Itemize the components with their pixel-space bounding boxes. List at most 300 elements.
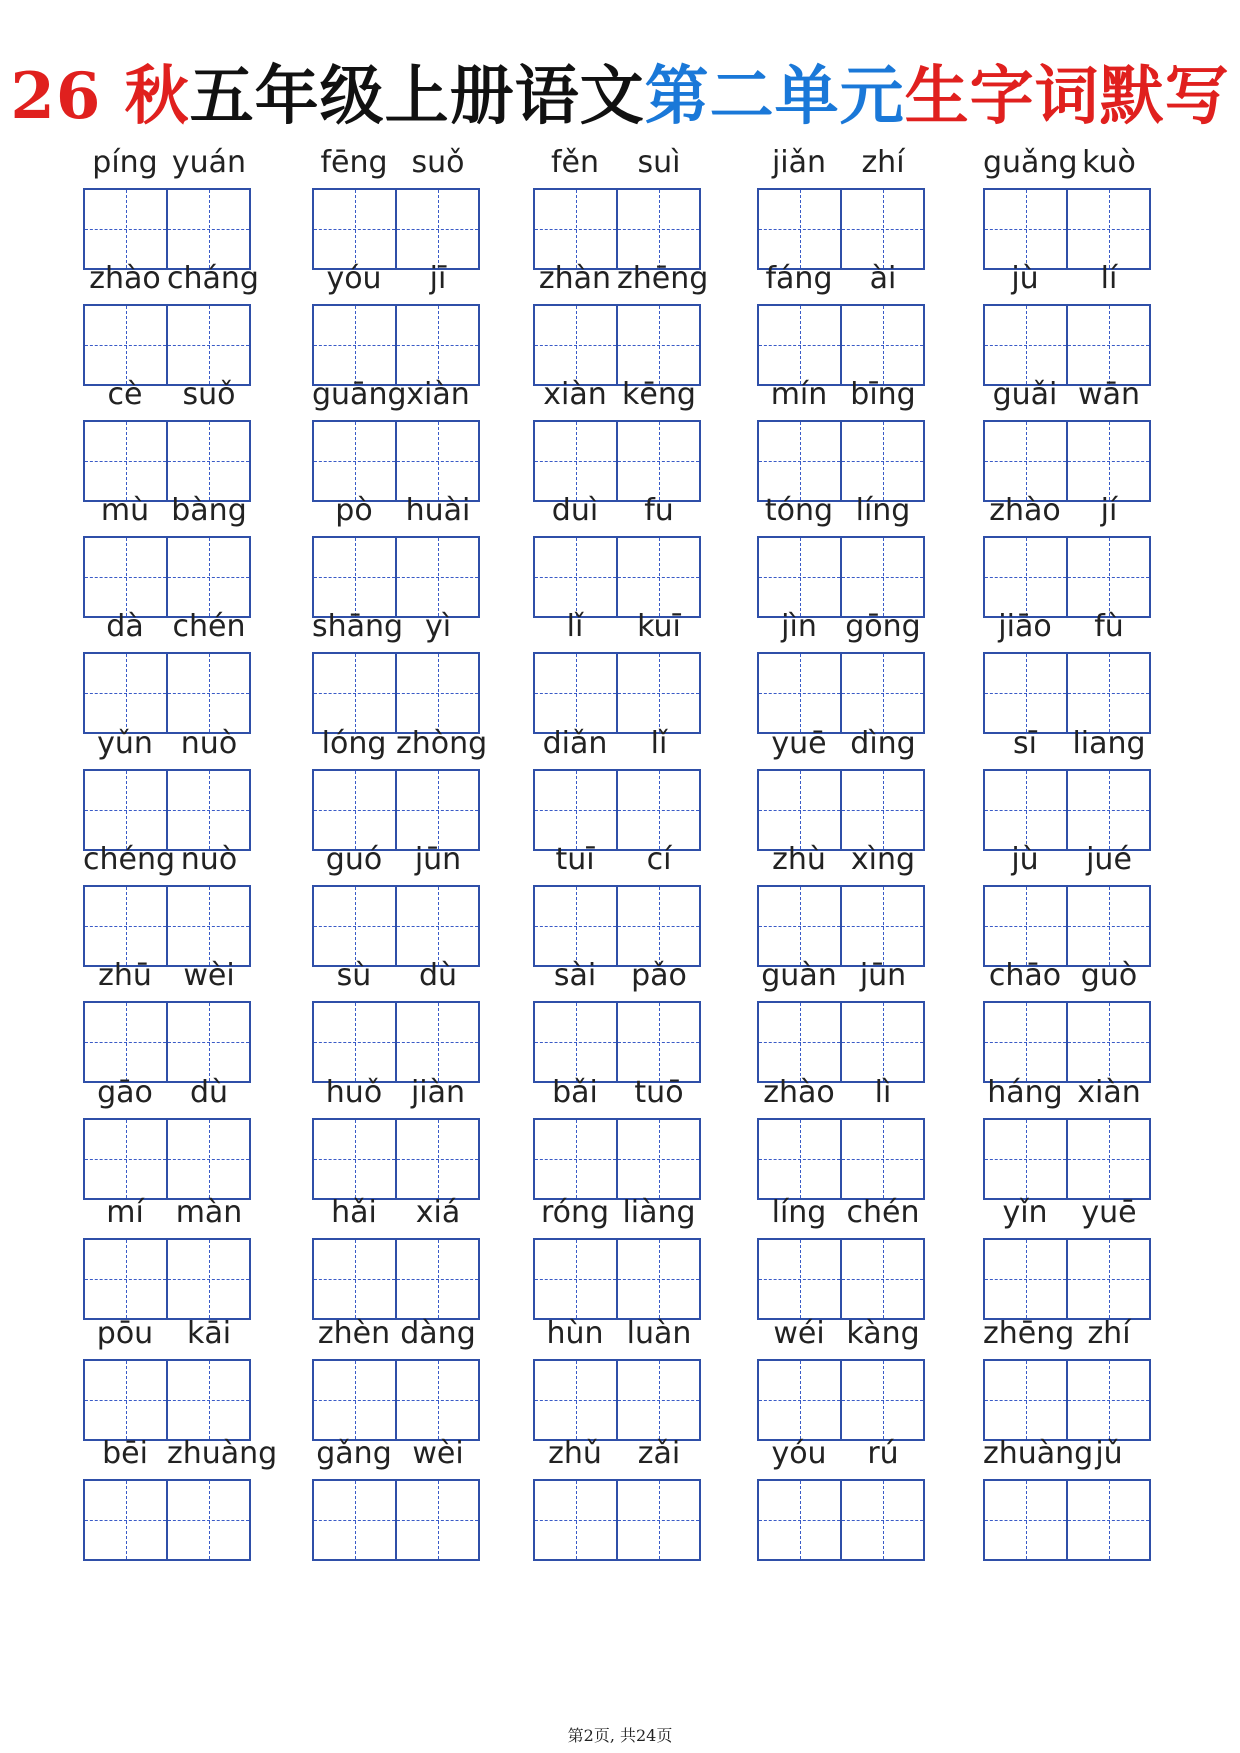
pinyin-syllable: jìn bbox=[781, 609, 817, 644]
pinyin-label bbox=[533, 953, 701, 999]
pinyin-syllable: liang bbox=[1072, 726, 1146, 761]
character-square[interactable] bbox=[985, 1481, 1066, 1559]
pinyin-syllable: lì bbox=[874, 1075, 892, 1110]
character-square[interactable] bbox=[395, 1240, 478, 1318]
word-item bbox=[312, 604, 480, 734]
character-square[interactable] bbox=[535, 1361, 616, 1439]
word-row bbox=[0, 372, 1240, 502]
pinyin-syllable: xiàn bbox=[543, 377, 607, 412]
pinyin-syllable: fēng bbox=[320, 145, 388, 180]
pinyin-syllable: sù bbox=[336, 958, 372, 993]
character-square[interactable] bbox=[395, 1481, 478, 1559]
pinyin-label bbox=[983, 488, 1151, 534]
word-item bbox=[757, 140, 925, 270]
pinyin-syllable: dà bbox=[106, 609, 144, 644]
pinyin-syllable: hǎi bbox=[331, 1195, 377, 1230]
pinyin-syllable: sī bbox=[1013, 726, 1037, 761]
word-item bbox=[533, 953, 701, 1083]
pinyin-syllable: màn bbox=[175, 1195, 243, 1230]
pinyin-syllable: mù bbox=[100, 493, 150, 528]
pinyin-syllable: liàng bbox=[622, 1195, 696, 1230]
pinyin-syllable: chéng bbox=[83, 842, 176, 877]
pinyin-syllable: nuò bbox=[180, 842, 238, 877]
pinyin-label bbox=[83, 140, 251, 186]
pinyin-syllable: xìng bbox=[850, 842, 916, 877]
writing-box bbox=[83, 1118, 251, 1200]
word-item bbox=[757, 1431, 925, 1561]
pinyin-syllable: wèi bbox=[412, 1436, 464, 1471]
character-square[interactable] bbox=[395, 1120, 478, 1198]
word-item bbox=[983, 953, 1151, 1083]
pinyin-label bbox=[983, 1190, 1151, 1236]
character-square[interactable] bbox=[314, 1240, 395, 1318]
character-square[interactable] bbox=[616, 1240, 699, 1318]
pinyin-label bbox=[757, 372, 925, 418]
word-item bbox=[312, 1190, 480, 1320]
character-square[interactable] bbox=[985, 1240, 1066, 1318]
writing-box bbox=[757, 1479, 925, 1561]
pinyin-syllable: mí bbox=[106, 1195, 144, 1230]
word-item bbox=[757, 604, 925, 734]
pinyin-syllable: líng bbox=[771, 1195, 827, 1230]
pinyin-label bbox=[83, 1190, 251, 1236]
word-row bbox=[0, 256, 1240, 386]
pinyin-label bbox=[533, 604, 701, 650]
pinyin-syllable: wān bbox=[1078, 377, 1140, 412]
writing-box bbox=[983, 1118, 1151, 1200]
word-item bbox=[312, 488, 480, 618]
pinyin-syllable: xiá bbox=[415, 1195, 461, 1230]
word-item bbox=[312, 953, 480, 1083]
word-item bbox=[83, 953, 251, 1083]
pinyin-label bbox=[312, 1311, 480, 1357]
pinyin-syllable: bīng bbox=[850, 377, 916, 412]
word-item bbox=[312, 256, 480, 386]
pinyin-label bbox=[83, 604, 251, 650]
character-square[interactable] bbox=[1066, 1120, 1149, 1198]
word-item bbox=[83, 372, 251, 502]
word-item bbox=[83, 140, 251, 270]
character-square[interactable] bbox=[759, 1481, 840, 1559]
pinyin-syllable: jiǎn bbox=[771, 145, 827, 180]
pinyin-syllable: yǔn bbox=[97, 726, 153, 761]
pinyin-label bbox=[533, 1311, 701, 1357]
pinyin-label bbox=[983, 372, 1151, 418]
pinyin-syllable: tuī bbox=[555, 842, 595, 877]
word-item bbox=[83, 721, 251, 851]
pinyin-label bbox=[83, 953, 251, 999]
writing-box bbox=[757, 1359, 925, 1441]
pinyin-label bbox=[983, 1311, 1151, 1357]
pinyin-syllable: jué bbox=[1086, 842, 1132, 877]
pinyin-syllable: duì bbox=[551, 493, 599, 528]
word-item bbox=[83, 488, 251, 618]
pinyin-syllable: guò bbox=[1080, 958, 1138, 993]
pinyin-syllable: rú bbox=[867, 1436, 899, 1471]
pinyin-label bbox=[533, 140, 701, 186]
word-item bbox=[312, 372, 480, 502]
pinyin-syllable: zhǔ bbox=[548, 1436, 602, 1471]
pinyin-syllable: fu bbox=[644, 493, 674, 528]
pinyin-syllable: zhēng bbox=[617, 261, 709, 296]
character-square[interactable] bbox=[166, 1361, 249, 1439]
pinyin-label bbox=[83, 488, 251, 534]
character-square[interactable] bbox=[535, 1120, 616, 1198]
pinyin-syllable: lóng bbox=[321, 726, 387, 761]
pinyin-label bbox=[757, 953, 925, 999]
pinyin-label bbox=[83, 256, 259, 302]
word-item bbox=[757, 1311, 925, 1441]
pinyin-label bbox=[983, 953, 1151, 999]
word-item bbox=[757, 837, 925, 967]
pinyin-syllable: guàn bbox=[761, 958, 837, 993]
pinyin-syllable: gōng bbox=[845, 609, 921, 644]
word-item bbox=[983, 488, 1151, 618]
pinyin-syllable: dìng bbox=[850, 726, 916, 761]
pinyin-syllable: suǒ bbox=[182, 377, 236, 412]
pinyin-syllable: pǎo bbox=[631, 958, 687, 993]
pinyin-syllable: zhuàng bbox=[983, 1436, 1094, 1471]
word-row bbox=[0, 1190, 1240, 1320]
word-row bbox=[0, 140, 1240, 270]
writing-box bbox=[533, 1359, 701, 1441]
pinyin-syllable: yì bbox=[424, 609, 452, 644]
pinyin-syllable: kāi bbox=[186, 1316, 232, 1351]
pinyin-label bbox=[983, 721, 1151, 767]
word-row bbox=[0, 1311, 1240, 1441]
pinyin-syllable: bàng bbox=[171, 493, 247, 528]
pinyin-syllable: yóu bbox=[326, 261, 382, 296]
pinyin-syllable: zhí bbox=[1087, 1316, 1131, 1351]
pinyin-syllable: fěn bbox=[550, 145, 600, 180]
pinyin-syllable: yóu bbox=[771, 1436, 827, 1471]
pinyin-syllable: jūn bbox=[859, 958, 907, 993]
pinyin-syllable: jù bbox=[1011, 842, 1039, 877]
word-item bbox=[83, 1070, 251, 1200]
pinyin-syllable: diǎn bbox=[542, 726, 608, 761]
pinyin-label bbox=[312, 140, 480, 186]
pinyin-syllable: guó bbox=[325, 842, 383, 877]
word-item bbox=[533, 604, 701, 734]
character-square[interactable] bbox=[166, 1240, 249, 1318]
pinyin-label bbox=[757, 1070, 925, 1116]
word-row bbox=[0, 837, 1240, 967]
pinyin-syllable: jí bbox=[1100, 493, 1118, 528]
pinyin-label bbox=[533, 837, 701, 883]
pinyin-syllable: zhào bbox=[763, 1075, 835, 1110]
pinyin-syllable: huài bbox=[405, 493, 471, 528]
word-item bbox=[757, 721, 925, 851]
word-item bbox=[533, 488, 701, 618]
pinyin-label bbox=[83, 1311, 251, 1357]
word-item bbox=[983, 837, 1151, 967]
pinyin-label bbox=[757, 837, 925, 883]
pinyin-syllable: sài bbox=[553, 958, 597, 993]
pinyin-label bbox=[312, 488, 480, 534]
character-square[interactable] bbox=[985, 1361, 1066, 1439]
word-row bbox=[0, 721, 1240, 851]
pinyin-syllable: tuō bbox=[634, 1075, 684, 1110]
character-square[interactable] bbox=[616, 1481, 699, 1559]
pinyin-label bbox=[533, 372, 701, 418]
pinyin-label bbox=[757, 256, 925, 302]
pinyin-syllable: zhū bbox=[98, 958, 152, 993]
word-row bbox=[0, 953, 1240, 1083]
word-item bbox=[983, 1311, 1151, 1441]
pinyin-label bbox=[757, 1190, 925, 1236]
pinyin-syllable: cí bbox=[646, 842, 672, 877]
title-segment: 生字词默写 bbox=[904, 59, 1230, 134]
pinyin-label bbox=[312, 1070, 480, 1116]
writing-box bbox=[983, 1238, 1151, 1320]
pinyin-syllable: tóng bbox=[764, 493, 834, 528]
character-square[interactable] bbox=[759, 1240, 840, 1318]
pinyin-syllable: zhèn bbox=[317, 1316, 391, 1351]
page-title bbox=[0, 52, 1240, 142]
pinyin-syllable: dàng bbox=[400, 1316, 476, 1351]
pinyin-syllable: ài bbox=[869, 261, 897, 296]
pinyin-syllable: zhàn bbox=[538, 261, 612, 296]
pinyin-label bbox=[983, 604, 1151, 650]
pinyin-syllable: yuán bbox=[171, 145, 247, 180]
character-square[interactable] bbox=[1066, 1240, 1149, 1318]
pinyin-label bbox=[983, 1070, 1151, 1116]
character-square[interactable] bbox=[840, 1361, 923, 1439]
pinyin-syllable: kuò bbox=[1082, 145, 1136, 180]
character-square[interactable] bbox=[616, 1361, 699, 1439]
page-footer: 第2页, 共24页 bbox=[567, 1726, 673, 1745]
pinyin-syllable: zhào bbox=[89, 261, 161, 296]
writing-box bbox=[83, 1479, 251, 1561]
pinyin-syllable: yǐn bbox=[1002, 1195, 1048, 1230]
writing-box bbox=[983, 1479, 1151, 1561]
character-square[interactable] bbox=[166, 1120, 249, 1198]
writing-box bbox=[312, 1238, 480, 1320]
word-item bbox=[533, 1070, 701, 1200]
word-item bbox=[757, 488, 925, 618]
character-square[interactable] bbox=[840, 1120, 923, 1198]
writing-box bbox=[533, 1238, 701, 1320]
character-square[interactable] bbox=[1066, 1361, 1149, 1439]
word-item bbox=[983, 256, 1151, 386]
pinyin-label bbox=[757, 1431, 925, 1477]
word-item bbox=[83, 1311, 251, 1441]
pinyin-label bbox=[533, 1070, 701, 1116]
pinyin-syllable: kàng bbox=[846, 1316, 920, 1351]
character-square[interactable] bbox=[535, 1240, 616, 1318]
pinyin-syllable: xiàn bbox=[406, 377, 470, 412]
word-row bbox=[0, 1431, 1240, 1561]
word-item bbox=[983, 604, 1151, 734]
pinyin-label bbox=[533, 256, 709, 302]
pinyin-syllable: jǔ bbox=[1095, 1436, 1123, 1471]
character-square[interactable] bbox=[85, 1120, 166, 1198]
pinyin-syllable: xiàn bbox=[1077, 1075, 1141, 1110]
pinyin-syllable: cè bbox=[107, 377, 143, 412]
pinyin-syllable: guǎng bbox=[983, 145, 1078, 180]
writing-box bbox=[312, 1118, 480, 1200]
character-square[interactable] bbox=[535, 1481, 616, 1559]
pinyin-label bbox=[312, 1190, 480, 1236]
word-item bbox=[533, 1431, 701, 1561]
character-square[interactable] bbox=[85, 1361, 166, 1439]
character-square[interactable] bbox=[85, 1240, 166, 1318]
pinyin-label bbox=[533, 1190, 701, 1236]
pinyin-syllable: huǒ bbox=[325, 1075, 383, 1110]
character-square[interactable] bbox=[314, 1361, 395, 1439]
pinyin-label bbox=[983, 837, 1151, 883]
pinyin-syllable: jūn bbox=[414, 842, 462, 877]
word-item bbox=[533, 1190, 701, 1320]
pinyin-syllable: chén bbox=[172, 609, 246, 644]
writing-box bbox=[312, 1479, 480, 1561]
pinyin-label bbox=[312, 837, 480, 883]
pinyin-label bbox=[757, 604, 925, 650]
character-square[interactable] bbox=[314, 1481, 395, 1559]
pinyin-syllable: zhēng bbox=[983, 1316, 1075, 1351]
pinyin-syllable: gāo bbox=[97, 1075, 153, 1110]
character-square[interactable] bbox=[616, 1120, 699, 1198]
character-square[interactable] bbox=[840, 1481, 923, 1559]
pinyin-label bbox=[83, 721, 251, 767]
pinyin-syllable: jiàn bbox=[410, 1075, 466, 1110]
pinyin-syllable: chén bbox=[846, 1195, 920, 1230]
pinyin-label bbox=[312, 372, 480, 418]
pinyin-syllable: zhào bbox=[989, 493, 1061, 528]
word-item bbox=[533, 1311, 701, 1441]
pinyin-label bbox=[757, 1311, 925, 1357]
pinyin-syllable: lǐ bbox=[650, 726, 668, 761]
pinyin-syllable: dù bbox=[418, 958, 458, 993]
pinyin-syllable: zhí bbox=[861, 145, 905, 180]
pinyin-syllable: jiāo bbox=[998, 609, 1052, 644]
pinyin-syllable: fù bbox=[1094, 609, 1124, 644]
word-item bbox=[533, 837, 701, 967]
pinyin-syllable: pò bbox=[335, 493, 373, 528]
word-item bbox=[757, 372, 925, 502]
word-item bbox=[757, 1070, 925, 1200]
pinyin-syllable: bēi bbox=[102, 1436, 148, 1471]
character-square[interactable] bbox=[314, 1120, 395, 1198]
pinyin-label bbox=[83, 1070, 251, 1116]
word-item bbox=[983, 1190, 1151, 1320]
pinyin-syllable: lǐ bbox=[566, 609, 584, 644]
word-item bbox=[312, 1431, 480, 1561]
pinyin-label bbox=[312, 604, 480, 650]
character-square[interactable] bbox=[759, 1361, 840, 1439]
character-square[interactable] bbox=[840, 1240, 923, 1318]
writing-box bbox=[83, 1359, 251, 1441]
pinyin-syllable: kēng bbox=[622, 377, 696, 412]
writing-box bbox=[312, 1359, 480, 1441]
word-item bbox=[83, 604, 251, 734]
word-item bbox=[83, 837, 251, 967]
word-item bbox=[533, 256, 709, 386]
pinyin-syllable: yuē bbox=[1081, 1195, 1137, 1230]
pinyin-label bbox=[312, 721, 488, 767]
pinyin-syllable: luàn bbox=[626, 1316, 692, 1351]
word-item bbox=[533, 140, 701, 270]
pinyin-syllable: wèi bbox=[183, 958, 235, 993]
pinyin-syllable: jī bbox=[429, 261, 447, 296]
pinyin-label bbox=[83, 1431, 278, 1477]
pinyin-syllable: hùn bbox=[546, 1316, 604, 1351]
pinyin-syllable: kuī bbox=[637, 609, 681, 644]
word-item bbox=[312, 837, 480, 967]
pinyin-label bbox=[533, 488, 701, 534]
pinyin-syllable: líng bbox=[855, 493, 911, 528]
pinyin-syllable: yuē bbox=[771, 726, 827, 761]
pinyin-label bbox=[312, 953, 480, 999]
word-item bbox=[83, 1190, 251, 1320]
word-row bbox=[0, 488, 1240, 618]
pinyin-syllable: mín bbox=[770, 377, 828, 412]
pinyin-syllable: wéi bbox=[773, 1316, 825, 1351]
title-segment: 26 秋 bbox=[10, 59, 190, 134]
pinyin-syllable: jù bbox=[1011, 261, 1039, 296]
pinyin-syllable: suǒ bbox=[411, 145, 465, 180]
pinyin-label bbox=[983, 1431, 1151, 1477]
character-square[interactable] bbox=[166, 1481, 249, 1559]
word-item bbox=[83, 256, 259, 386]
pinyin-syllable: suì bbox=[637, 145, 681, 180]
writing-box bbox=[757, 1238, 925, 1320]
writing-box bbox=[533, 1479, 701, 1561]
pinyin-syllable: cháng bbox=[167, 261, 259, 296]
pinyin-syllable: zhuàng bbox=[167, 1436, 278, 1471]
pinyin-syllable: pōu bbox=[96, 1316, 154, 1351]
word-item bbox=[757, 1190, 925, 1320]
character-square[interactable] bbox=[395, 1361, 478, 1439]
word-item bbox=[312, 721, 488, 851]
word-item bbox=[312, 1070, 480, 1200]
pinyin-label bbox=[757, 140, 925, 186]
character-square[interactable] bbox=[85, 1481, 166, 1559]
character-square[interactable] bbox=[759, 1120, 840, 1198]
pinyin-syllable: háng bbox=[987, 1075, 1063, 1110]
pinyin-label bbox=[983, 140, 1151, 186]
word-item bbox=[312, 140, 480, 270]
pinyin-syllable: zǎi bbox=[637, 1436, 681, 1471]
word-item bbox=[533, 721, 701, 851]
pinyin-label bbox=[533, 721, 701, 767]
word-item bbox=[312, 1311, 480, 1441]
word-item bbox=[533, 372, 701, 502]
writing-box bbox=[533, 1118, 701, 1200]
pinyin-label bbox=[757, 721, 925, 767]
word-row bbox=[0, 1070, 1240, 1200]
word-item bbox=[983, 721, 1151, 851]
title-segment: 五年级上册语文 bbox=[189, 59, 645, 134]
word-item bbox=[983, 372, 1151, 502]
character-square[interactable] bbox=[1066, 1481, 1149, 1559]
pinyin-label bbox=[533, 1431, 701, 1477]
word-item bbox=[757, 953, 925, 1083]
pinyin-syllable: gǎng bbox=[316, 1436, 392, 1471]
writing-box bbox=[757, 1118, 925, 1200]
pinyin-syllable: lí bbox=[1100, 261, 1118, 296]
pinyin-syllable: shāng bbox=[312, 609, 404, 644]
pinyin-label bbox=[312, 256, 480, 302]
writing-box bbox=[83, 1238, 251, 1320]
pinyin-syllable: dù bbox=[189, 1075, 229, 1110]
pinyin-syllable: guāng bbox=[312, 377, 407, 412]
pinyin-label bbox=[83, 837, 251, 883]
word-item bbox=[983, 1431, 1151, 1561]
pinyin-label bbox=[983, 256, 1151, 302]
pinyin-syllable: chāo bbox=[988, 958, 1062, 993]
character-square[interactable] bbox=[985, 1120, 1066, 1198]
